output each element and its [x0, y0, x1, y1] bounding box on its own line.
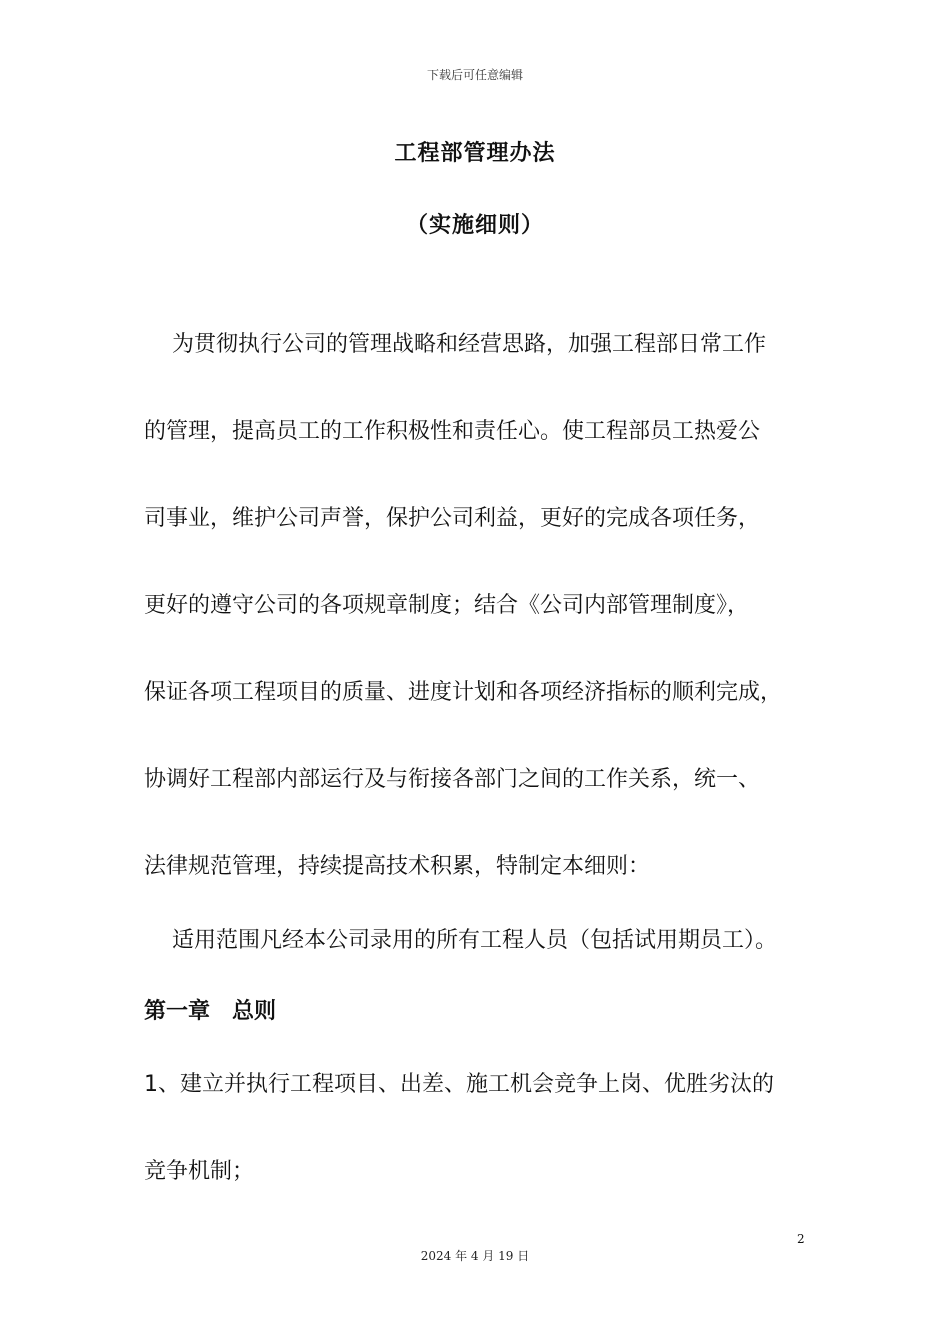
intro-line: 的管理，提高员工的工作积极性和责任心。使工程部员工热爱公: [144, 419, 761, 444]
intro-line: 为贯彻执行公司的管理战略和经营思路，加强工程部日常工作: [172, 332, 767, 357]
header-note: 下载后可任意编辑: [426, 68, 523, 82]
page-number: 2: [797, 1232, 805, 1246]
intro-line: 协调好工程部内部运行及与衔接各部门之间的工作关系，统一、: [144, 767, 761, 792]
chapter-heading: 第一章 总则: [144, 999, 277, 1024]
document-title: 工程部管理办法: [394, 141, 556, 166]
scope-line: 适用范围凡经本公司录用的所有工程人员（包括试用期员工）。: [172, 928, 778, 953]
clause-line: 1、建立并执行工程项目、出差、施工机会竞争上岗、优胜劣汰的: [144, 1072, 774, 1097]
document-subtitle: （实施细则）: [405, 213, 544, 238]
intro-line: 更好的遵守公司的各项规章制度；结合《公司内部管理制度》，: [144, 593, 750, 618]
intro-line: 保证各项工程项目的质量、进度计划和各项经济指标的顺利完成，: [144, 680, 783, 705]
footer-date: 2024 年 4 月 19 日: [420, 1249, 530, 1263]
clause-line: 竞争机制；: [144, 1159, 255, 1184]
intro-line: 法律规范管理，持续提高技术积累，特制定本细则：: [144, 854, 651, 879]
intro-line: 司事业，维护公司声誉，保护公司利益，更好的完成各项任务，: [144, 506, 761, 531]
